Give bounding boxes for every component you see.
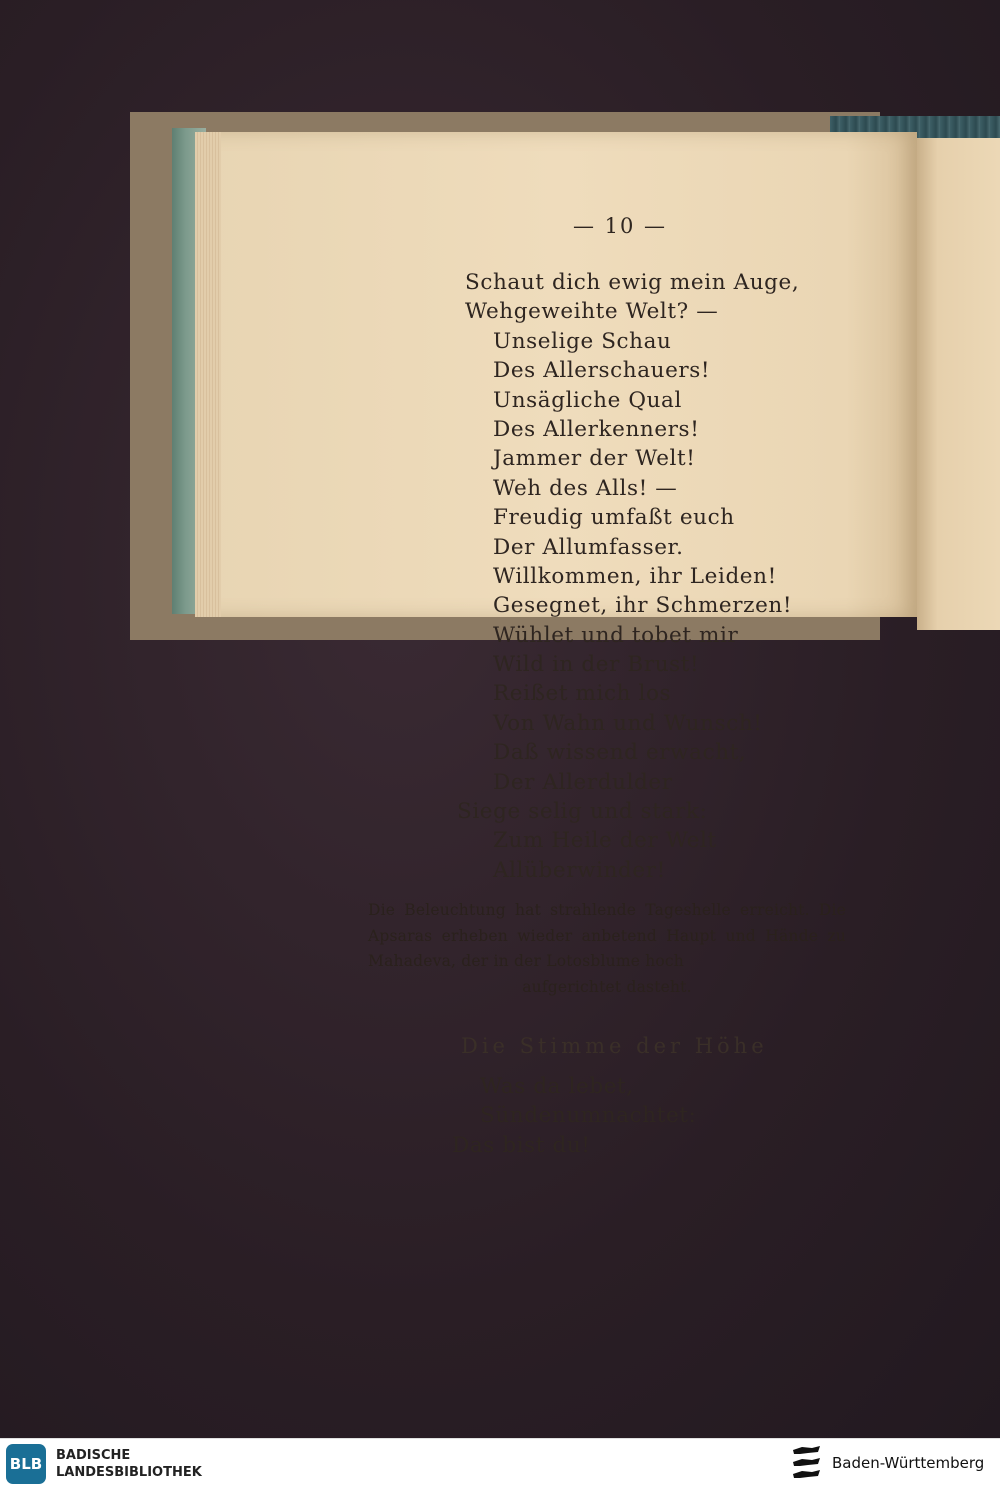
verse-line: Jammer der Welt! <box>493 446 696 472</box>
verse-line: Wehgeweihte Welt? — <box>465 299 719 325</box>
stage-direction <box>368 898 846 1000</box>
library-name-line2: LANDESBIBLIOTHEK <box>56 1465 202 1480</box>
blb-logo[interactable]: BLB <box>6 1444 46 1484</box>
verse-block-2 <box>452 1072 696 1160</box>
verse-line: Siege selig und stark: <box>457 799 708 825</box>
viewer-footer <box>0 1438 1000 1489</box>
verse-line: Zum Heile der Welt <box>493 828 717 854</box>
state-name[interactable]: Baden-Württemberg <box>832 1454 985 1472</box>
verse-line: Unselige Schau <box>493 328 672 354</box>
verse-line: Wühlet und tobet mir <box>493 622 739 648</box>
lions-emblem-icon[interactable] <box>790 1444 824 1484</box>
verse-line: Der Allerdulder <box>493 769 673 795</box>
library-name-line1: BADISCHE <box>56 1448 131 1463</box>
verse-line: Allüberwinder! <box>493 857 666 883</box>
page-stack-edge <box>195 132 221 617</box>
facing-page <box>917 138 1000 630</box>
verse-line: Was da lebet, <box>480 1074 634 1099</box>
speaker-heading: Die Stimme der Höhe <box>461 1034 768 1058</box>
verse-line: Gesegnet, ihr Schmerzen! <box>493 593 793 619</box>
book-page <box>205 132 917 617</box>
verse-line: Weh des Alls! — <box>493 475 678 501</box>
verse-line: Sündenumnachtet: <box>480 1103 697 1129</box>
stage-direction-last-line: aufgerichtet dasteht. <box>522 977 692 996</box>
verse-line: Willkommen, ihr Leiden! <box>493 563 777 589</box>
verse-line: Reißet mich los <box>493 681 672 707</box>
verse-line: Des Allerkenners! <box>493 416 700 442</box>
verse-line: Der Allumfasser. <box>493 534 684 560</box>
verse-line: Des Allerschauers! <box>493 358 711 384</box>
verse-line: Wild in der Brust! <box>493 652 700 678</box>
verse-line: Unsägliche Qual <box>493 387 682 413</box>
verse-line: Schaut dich ewig mein Auge, <box>465 270 800 295</box>
page-number: — 10 — <box>572 214 668 238</box>
verse-line: Von Wahn und Wunsch! <box>493 710 763 736</box>
verse-line: Daß wissend erwacht, <box>493 740 747 766</box>
verse-line: Freudig umfaßt euch <box>493 505 735 531</box>
verse-line: Das bist du! <box>452 1132 591 1158</box>
library-name[interactable] <box>56 1447 202 1481</box>
stage-direction-text: Die Beleuchtung hat strahlende Tageshelle erreicht. Die Apsaras erheben wieder anbetend Haupt und Hände zu Mahadeva, der in der Lotosblume hoch <box>368 901 846 970</box>
